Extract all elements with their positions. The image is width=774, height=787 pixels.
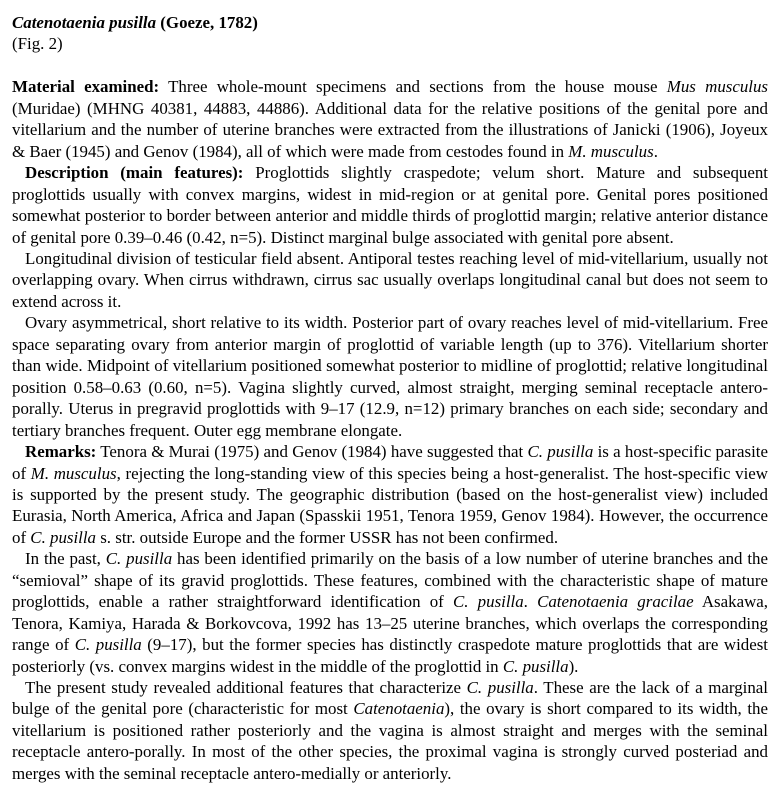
paragraph-present-study: The present study revealed additional features that characterize C. pusilla. These are the lack of a marginal bulge of the genital pore (characteristic for most Catenotaenia), the ovary is short compared to its width, the vitellarium is positioned rather posteriorly and the vagina is almost straight and merges with the seminal receptacle antero-porally. In most of the other species, the proximal vagina is strongly curved posteriad and merges with the seminal receptacle antero-medially or anteriorly.	[12, 678, 768, 783]
paragraph-testicular-field: Longitudinal division of testicular field absent. Antiporal testes reaching level of mid-vitellarium, usually not overlapping ovary. When cirrus withdrawn, cirrus sac usually overlaps longitudinal canal but does not seem to extend across it.	[12, 248, 768, 311]
species-heading	[12, 12, 768, 55]
figure-reference: (Fig. 2)	[12, 34, 63, 54]
paragraph-material-examined: Material examined: Three whole-mount specimens and sections from the house mouse Mus musculus (Muridae) (MHNG 40381, 44883, 44886). Additional data for the relative positions of the genital pore and vitellarium and the number of uterine branches were extracted from the illustrations of Janicki (1906), Joyeux & Baer (1945) and Genov (1984), all of which were made from cestodes found in M. musculus.	[12, 77, 768, 161]
paragraph-identification-history: In the past, C. pusilla has been identified primarily on the basis of a low number of uterine branches and the “semioval” shape of its gravid proglottids. These features, combined with the characteristic shape of mature proglottids, enable a rather straightforward identification of C. pusilla. Catenotaenia gracilae Asakawa, Tenora, Kamiya, Harada & Borkovcova, 1992 has 13–25 uterine branches, which overlaps the corresponding range of C. pusilla (9–17), but the former species has distinctly craspedote mature proglottids that are widest posteriorly (vs. convex margins widest in the middle of the proglottid in C. pusilla).	[12, 549, 768, 676]
paragraph-description: Description (main features): Proglottids slightly craspedote; velum short. Mature and subsequent proglottids usually with convex margins, widest in mid-region or at genital pore. Genital pores positioned somewhat posterior to border between anterior and middle thirds of proglottid margin; relative anterior distance of genital pore 0.39–0.46 (0.42, n=5). Distinct marginal bulge associated with genital pore absent.	[12, 163, 768, 247]
paragraph-remarks: Remarks: Tenora & Murai (1975) and Genov (1984) have suggested that C. pusilla is a host-specific parasite of M. musculus, rejecting the long-standing view of this species being a host-generalist. The host-specific view is supported by the present study. The geographic distribution (based on the host-generalist view) included Eurasia, North America, Africa and Japan (Spasskii 1951, Tenora 1959, Genov 1984). However, the occurrence of C. pusilla s. str. outside Europe and the former USSR has not been confirmed.	[12, 442, 769, 547]
paragraph-ovary: Ovary asymmetrical, short relative to its width. Posterior part of ovary reaches level of mid-vitellarium. Free space separating ovary from anterior margin of proglottid of variable length (up to 376). Vitellarium shorter than wide. Midpoint of vitellarium positioned somewhat posterior to midline of proglottid; relative longitudinal position 0.58–0.63 (0.60, n=5). Vagina slightly curved, almost straight, merging seminal receptacle antero-porally. Uterus in pregravid proglottids with 9–17 (12.9, n=12) primary branches on each side; secondary and tertiary branches frequent. Outer egg membrane elongate.	[12, 313, 768, 440]
species-title: Catenotaenia pusilla (Goeze, 1782)	[12, 13, 258, 32]
